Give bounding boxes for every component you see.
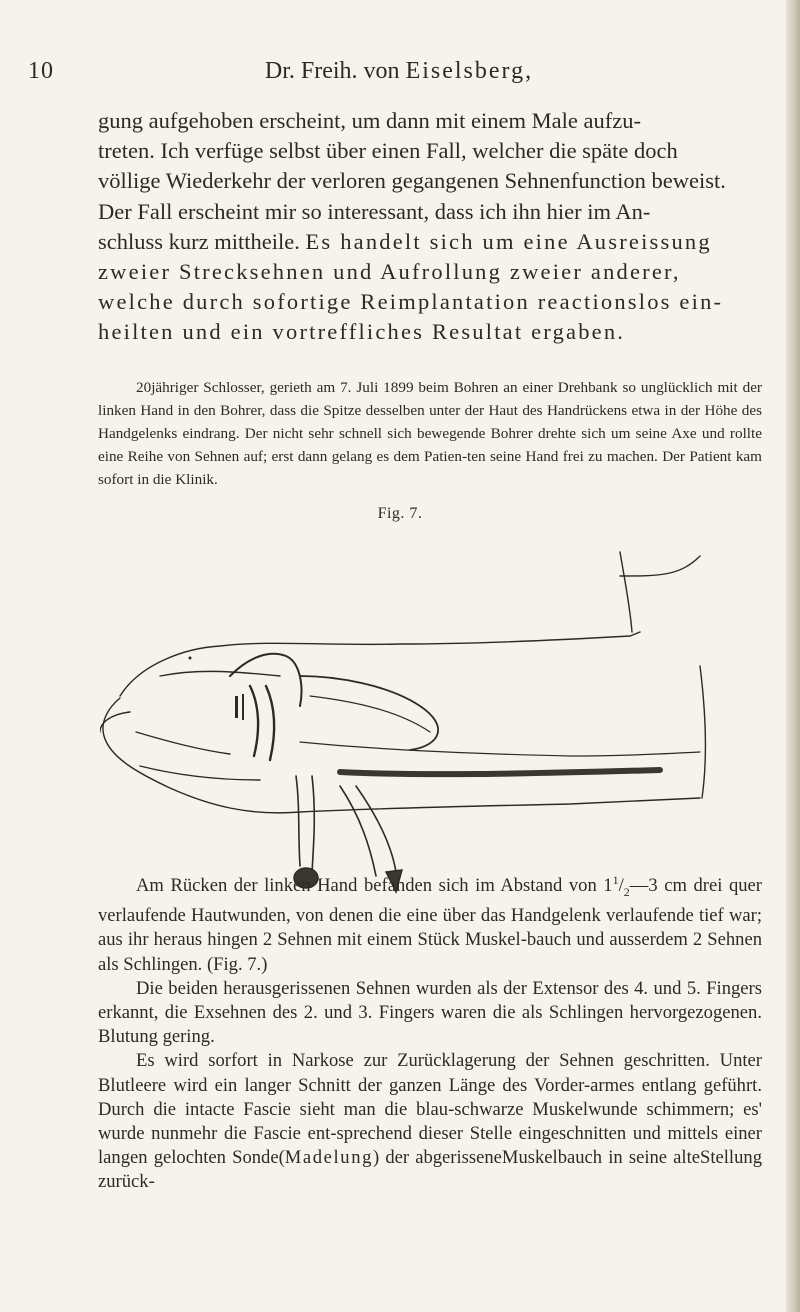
emphasis-text: Es handelt sich um eine Ausreissung	[305, 228, 712, 254]
finger-line	[160, 671, 280, 676]
findings-text: Am Rücken der linken Hand befanden sich im Abstand von 1	[136, 875, 613, 897]
tendon-loop	[300, 742, 700, 756]
hanging-tendon	[296, 776, 300, 866]
findings-text: ) der abgerisseneMuskelbauch in seine alteStellung zurück-	[98, 1147, 762, 1193]
tendon-band	[340, 770, 660, 774]
intro-paragraph	[98, 106, 758, 348]
emphasis-line: heilten und ein vortreffliches Resultat ergaben.	[98, 319, 626, 345]
hand-outline	[100, 712, 130, 732]
hanging-tendon	[340, 786, 376, 876]
intro-line: Der Fall erscheint mir so interessant, dass ich ihn hier im An-	[98, 198, 651, 224]
figure-caption: Fig. 7.	[377, 505, 423, 522]
case-history: 20jähriger Schlosser, gerieth am 7. Juli 1899 beim Bohren an einer Drehbank so unglücklich mit der linken Hand in den Bohrer, dass die Spitze desselben unter der Haut des Handrückens etwa in der Höhe des Handgelenks eindrang. Der nicht sehr schnell sich bewegende Bohrer drehte sich um seine Axe und rollte eine Reihe von Sehnen auf; erst dann gelang es dem Patien-ten seine Hand frei zu machen. Der Patient kam sofort in die Klinik.	[98, 379, 762, 488]
tendon-loop	[266, 686, 274, 760]
findings-text: —3 cm drei quer verlaufende Hautwunden, von denen die eine über das Handgelenk verlaufende tief war; aus ihr heraus hingen 2 Sehnen mit einem Stück Muskel-bauch und ausserdem 2 Sehnen als Schlingen. (Fig. 7.)	[98, 875, 762, 975]
findings-paragraph: Am Rücken der linken Hand befanden sich im Abstand von $1^1/_2—3$ cm drei quer verlaufende Hautwunden, von denen die eine über das Handgelenk verlaufende tief war; aus ihr heraus hingen 2 Sehnen mit einem Stück Muskel-bauch und ausserdem 2 Sehnen als Schlingen. (Fig. 7.)	[98, 873, 762, 975]
fraction-denominator: 2	[623, 884, 630, 899]
tendon-loop	[300, 676, 438, 750]
findings-paragraph	[98, 977, 762, 1050]
hand-illustration	[100, 536, 750, 896]
intro-line: treten. Ich verfüge selbst über einen Fall, welcher die späte doch	[98, 138, 678, 164]
intro-line	[98, 227, 758, 257]
author-suffix: ,	[525, 58, 532, 84]
findings-text: Die beiden herausgerissenen Sehnen wurden als der Extensor des 4. und 5. Fingers erkannt, die Exsehnen des 2. und 3. Fingers waren die als Schlingen hervorgezogenen. Blutung gering.	[98, 977, 762, 1048]
wound	[230, 654, 301, 706]
finger-line	[136, 732, 230, 754]
fraction-numerator: 1	[612, 873, 619, 887]
findings	[98, 868, 762, 1195]
tendon-loop	[250, 686, 258, 756]
forearm-edge	[620, 556, 700, 576]
findings-paragraph	[98, 1049, 762, 1194]
findings-text: Es wird sorfort in Narkose zur Zurücklagerung der Sehnen geschritten. Unter Blutleere wird ein langer Schnitt der ganzen Länge des Vorder-armes entlang geführt. Durch die intacte Fascie sieht man die blau-schwarze Muskelwunde schimmern; es' wurde nunmehr die Fascie ent-sprechend dieser Stelle eingeschnitten und mittels einer langen gelochten Sonde(	[98, 1050, 762, 1169]
hand-outline	[120, 632, 640, 696]
emphasis-line: zweier Strecksehnen und Aufrollung zweier anderer,	[98, 259, 681, 285]
intro-line: gung aufgehoben erscheint, um dann mit einem Male aufzu-	[98, 108, 641, 133]
forearm-edge	[700, 666, 705, 798]
forearm-edge	[620, 552, 632, 632]
intro-line-part: schluss kurz mittheile.	[98, 228, 306, 254]
page-edge	[786, 0, 800, 1312]
intro-line: völlige Wiederkehr der verloren gegangenen Sehnenfunction beweist.	[98, 168, 726, 194]
author-prefix: Dr. Freih. von	[264, 58, 406, 84]
running-head-author	[28, 58, 768, 85]
running-header	[28, 58, 768, 92]
author-name: Eiselsberg	[405, 58, 526, 84]
finger-line	[140, 766, 260, 780]
hanging-tendon	[312, 776, 314, 872]
page-number: 10	[28, 58, 54, 84]
emphasis-line: welche durch sofortige Reimplantation reactionslos ein-	[98, 289, 724, 315]
surgeon-name: Madelung	[284, 1147, 373, 1169]
